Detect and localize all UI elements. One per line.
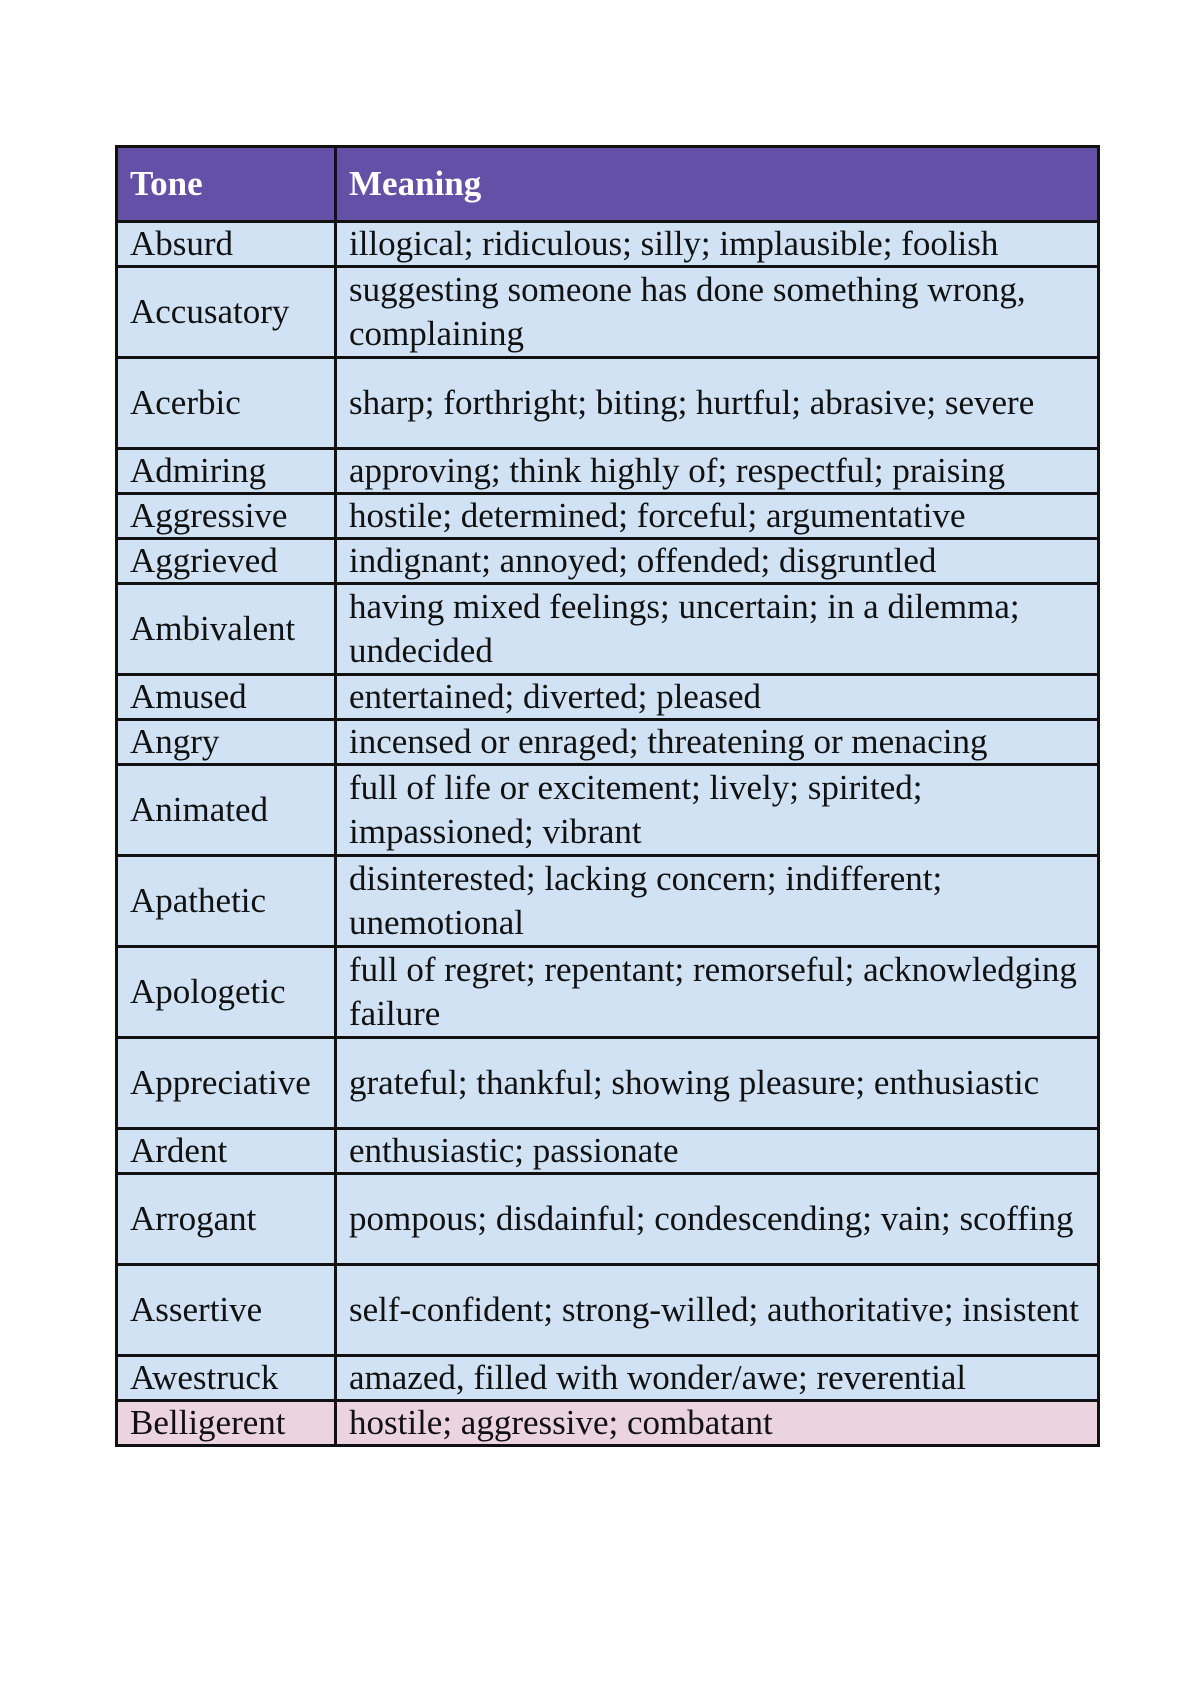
meaning-cell: full of life or excitement; lively; spirited; impassioned; vibrant — [336, 765, 1099, 856]
table-row — [117, 675, 1099, 720]
meaning-cell: indignant; annoyed; offended; disgruntled — [336, 539, 1099, 584]
meaning-cell: incensed or enraged; threatening or menacing — [336, 720, 1099, 765]
tone-cell: Aggressive — [117, 494, 336, 539]
table-row — [117, 720, 1099, 765]
tone-cell: Angry — [117, 720, 336, 765]
table-row — [117, 1265, 1099, 1356]
table-row — [117, 494, 1099, 539]
table-row — [117, 1356, 1099, 1401]
meaning-cell: enthusiastic; passionate — [336, 1129, 1099, 1174]
table-row — [117, 947, 1099, 1038]
column-header-meaning: Meaning — [336, 147, 1099, 222]
table-row — [117, 1401, 1099, 1446]
tone-cell: Accusatory — [117, 267, 336, 358]
meaning-cell: disinterested; lacking concern; indifferent; unemotional — [336, 856, 1099, 947]
tone-cell: Arrogant — [117, 1174, 336, 1265]
table-row — [117, 539, 1099, 584]
tone-cell: Ardent — [117, 1129, 336, 1174]
meaning-cell: hostile; determined; forceful; argumentative — [336, 494, 1099, 539]
table-row — [117, 222, 1099, 267]
meaning-cell: having mixed feelings; uncertain; in a dilemma; undecided — [336, 584, 1099, 675]
table-row — [117, 1174, 1099, 1265]
tone-cell: Aggrieved — [117, 539, 336, 584]
table-row — [117, 1129, 1099, 1174]
meaning-cell: suggesting someone has done something wrong, complaining — [336, 267, 1099, 358]
table-row — [117, 267, 1099, 358]
tone-cell: Admiring — [117, 449, 336, 494]
table-row — [117, 856, 1099, 947]
meaning-cell: full of regret; repentant; remorseful; acknowledging failure — [336, 947, 1099, 1038]
meaning-cell: grateful; thankful; showing pleasure; enthusiastic — [336, 1038, 1099, 1129]
meaning-cell: approving; think highly of; respectful; praising — [336, 449, 1099, 494]
table-row — [117, 584, 1099, 675]
table-row — [117, 765, 1099, 856]
tone-cell: Animated — [117, 765, 336, 856]
meaning-cell: sharp; forthright; biting; hurtful; abrasive; severe — [336, 358, 1099, 449]
table-header-row — [117, 147, 1099, 222]
meaning-cell: hostile; aggressive; combatant — [336, 1401, 1099, 1446]
meaning-cell: amazed, filled with wonder/awe; reverential — [336, 1356, 1099, 1401]
tone-cell: Belligerent — [117, 1401, 336, 1446]
table-row — [117, 449, 1099, 494]
table-row — [117, 358, 1099, 449]
tone-cell: Apologetic — [117, 947, 336, 1038]
tone-table — [115, 145, 1100, 1447]
tone-cell: Acerbic — [117, 358, 336, 449]
tone-cell: Apathetic — [117, 856, 336, 947]
tone-cell: Appreciative — [117, 1038, 336, 1129]
meaning-cell: self-confident; strong-willed; authoritative; insistent — [336, 1265, 1099, 1356]
table-row — [117, 1038, 1099, 1129]
meaning-cell: illogical; ridiculous; silly; implausible; foolish — [336, 222, 1099, 267]
tone-cell: Absurd — [117, 222, 336, 267]
tone-cell: Awestruck — [117, 1356, 336, 1401]
tone-cell: Ambivalent — [117, 584, 336, 675]
meaning-cell: entertained; diverted; pleased — [336, 675, 1099, 720]
tone-cell: Amused — [117, 675, 336, 720]
column-header-tone: Tone — [117, 147, 336, 222]
meaning-cell: pompous; disdainful; condescending; vain; scoffing — [336, 1174, 1099, 1265]
tone-cell: Assertive — [117, 1265, 336, 1356]
table-body — [117, 222, 1099, 1446]
